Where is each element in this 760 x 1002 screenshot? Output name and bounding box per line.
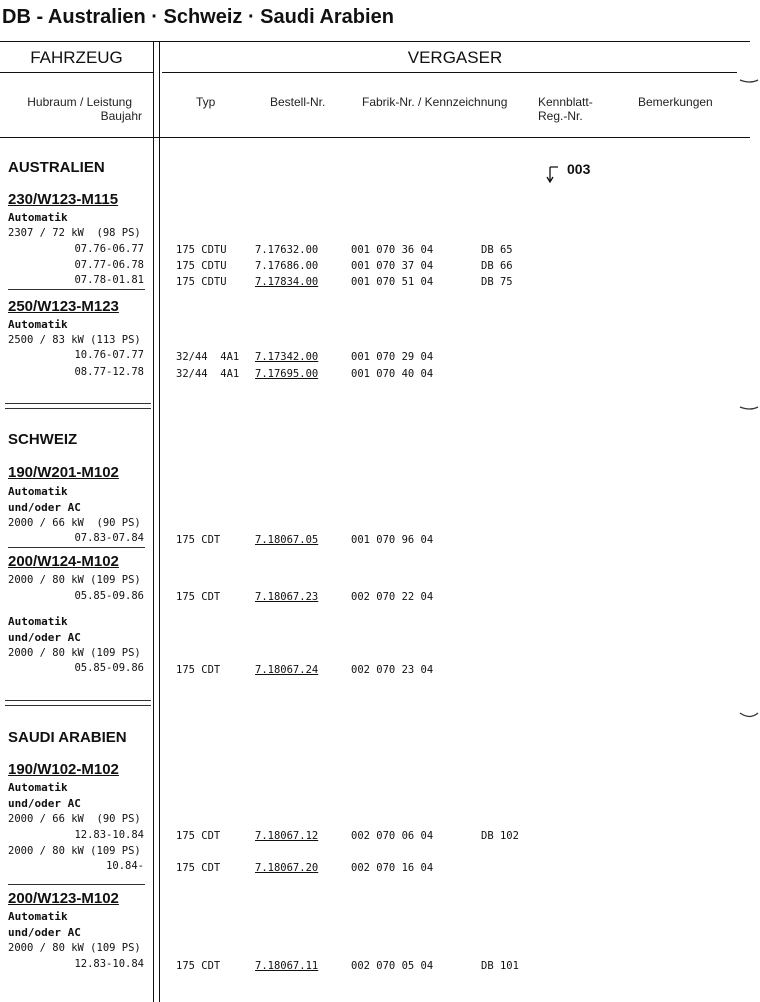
bestell-nr: 7.17686.00	[255, 260, 319, 272]
kennblatt-nr: DB 102	[481, 830, 519, 842]
model-title: 190/W102-M102	[8, 761, 119, 778]
baujahr: 12.83-10.84	[74, 829, 144, 841]
typ: 32/44 4A1	[176, 351, 240, 363]
model-desc: Automatik	[8, 485, 68, 498]
model-desc-2: und/oder AC	[8, 501, 81, 514]
header-bestell: Bestell-Nr.	[270, 95, 326, 109]
header-vergaser: VERGASER	[407, 48, 503, 67]
model-spec: 2000 / 80 kW (109 PS)	[8, 574, 141, 586]
fabrik-nr: 001 070 96 04	[351, 534, 434, 546]
divider	[8, 547, 145, 548]
header-bemerkungen: Bemerkungen	[638, 95, 713, 109]
fabrik-nr: 001 070 51 04	[351, 276, 434, 288]
model-spec: 2000 / 80 kW (109 PS)	[8, 647, 141, 659]
baujahr: 07.78-01.81	[74, 274, 144, 286]
header-kennblatt-label: Kennblatt-	[538, 95, 593, 109]
down-arrow-icon	[545, 163, 561, 185]
bestell-nr: 7.18067.11	[255, 960, 319, 972]
divider	[8, 884, 145, 885]
baujahr: 10.84-	[106, 860, 144, 872]
baujahr: 07.77-06.78	[74, 259, 144, 271]
header-fabrik: Fabrik-Nr. / Kennzeichnung	[362, 95, 508, 109]
bestell-nr: 7.17342.00	[255, 351, 319, 363]
kennblatt-nr: DB 66	[481, 260, 513, 272]
bestell-nr: 7.18067.05	[255, 534, 319, 546]
country-australien: AUSTRALIEN	[8, 159, 105, 176]
baujahr: 07.76-06.77	[74, 243, 144, 255]
fabrik-nr: 001 070 40 04	[351, 368, 434, 380]
bestell-nr: 7.18067.24	[255, 664, 319, 676]
header-fahrzeug: FAHRZEUG	[30, 48, 123, 67]
model-desc: Automatik	[8, 910, 68, 923]
typ: 175 CDT	[176, 534, 221, 546]
fabrik-nr: 002 070 05 04	[351, 960, 434, 972]
typ: 175 CDTU	[176, 276, 227, 288]
bestell-nr: 7.18067.20	[255, 862, 319, 874]
kennblatt-nr: DB 75	[481, 276, 513, 288]
header-regnr-label: Reg.-Nr.	[538, 109, 583, 123]
column-divider-2	[159, 41, 160, 1002]
baujahr: 10.76-07.77	[74, 349, 144, 361]
header-hubraum-label: Hubraum / Leistung	[27, 95, 132, 109]
header-baujahr-label: Baujahr	[100, 109, 142, 123]
model-desc-2: und/oder AC	[8, 797, 81, 810]
margin-mark-2	[738, 403, 760, 413]
header-rule-right	[162, 72, 737, 73]
bestell-nr: 7.18067.12	[255, 830, 319, 842]
baujahr: 05.85-09.86	[74, 662, 144, 674]
fabrik-nr: 002 070 06 04	[351, 830, 434, 842]
model-title: 250/W123-M123	[8, 298, 119, 315]
header-hubraum	[10, 95, 142, 123]
model-title: 200/W123-M102	[8, 890, 119, 907]
model-desc-2: und/oder AC	[8, 926, 81, 939]
baujahr: 08.77-12.78	[74, 366, 144, 378]
bestell-nr: 7.17695.00	[255, 368, 319, 380]
typ: 175 CDTU	[176, 244, 227, 256]
margin-mark-3	[738, 710, 760, 722]
bestell-nr: 7.18067.23	[255, 591, 319, 603]
model-desc: Automatik	[8, 615, 68, 628]
fabrik-nr: 002 070 16 04	[351, 862, 434, 874]
model-title: 190/W201-M102	[8, 464, 119, 481]
model-desc: Automatik	[8, 781, 68, 794]
typ: 175 CDT	[176, 862, 221, 874]
page-title: DB - Australien · Schweiz · Saudi Arabien	[2, 6, 394, 28]
model-spec: 2307 / 72 kW (98 PS)	[8, 227, 141, 239]
header-rule-left	[0, 72, 153, 73]
margin-mark-1	[738, 76, 760, 86]
typ: 175 CDTU	[176, 260, 227, 272]
header-kennblatt	[538, 95, 593, 123]
country-saudi-arabien: SAUDI ARABIEN	[8, 729, 127, 746]
fabrik-nr: 001 070 29 04	[351, 351, 434, 363]
model-desc: Automatik	[8, 318, 68, 331]
kennblatt-nr: DB 65	[481, 244, 513, 256]
model-spec: 2000 / 66 kW (90 PS)	[8, 517, 141, 529]
bestell-nr: 7.17834.00	[255, 276, 319, 288]
fabrik-nr: 001 070 37 04	[351, 260, 434, 272]
table-top-rule	[0, 41, 750, 42]
model-spec: 2500 / 83 kW (113 PS)	[8, 334, 141, 346]
kennblatt-nr: DB 101	[481, 960, 519, 972]
kennblatt-ref: 003	[567, 161, 591, 177]
country-schweiz: SCHWEIZ	[8, 431, 78, 448]
typ: 32/44 4A1	[176, 368, 240, 380]
fabrik-nr: 001 070 36 04	[351, 244, 434, 256]
model-desc-2: und/oder AC	[8, 631, 81, 644]
model-title: 230/W123-M115	[8, 191, 119, 208]
fabrik-nr: 002 070 22 04	[351, 591, 434, 603]
model-title: 200/W124-M102	[8, 553, 119, 570]
divider	[8, 289, 145, 290]
fabrik-nr: 002 070 23 04	[351, 664, 434, 676]
typ: 175 CDT	[176, 664, 221, 676]
baujahr: 05.85-09.86	[74, 590, 144, 602]
model-desc: Automatik	[8, 211, 68, 224]
section-divider	[5, 403, 151, 409]
bestell-nr: 7.17632.00	[255, 244, 319, 256]
model-spec: 2000 / 66 kW (90 PS)	[8, 813, 141, 825]
baujahr: 12.83-10.84	[74, 958, 144, 970]
model-spec: 2000 / 80 kW (109 PS)	[8, 942, 141, 954]
typ: 175 CDT	[176, 830, 221, 842]
baujahr: 07.83-07.84	[74, 532, 144, 544]
model-spec: 2000 / 80 kW (109 PS)	[8, 845, 141, 857]
typ: 175 CDT	[176, 591, 221, 603]
section-divider	[5, 700, 151, 706]
column-divider-1	[153, 41, 154, 1002]
typ: 175 CDT	[176, 960, 221, 972]
header-bottom-rule	[0, 137, 750, 138]
header-typ: Typ	[196, 95, 216, 109]
